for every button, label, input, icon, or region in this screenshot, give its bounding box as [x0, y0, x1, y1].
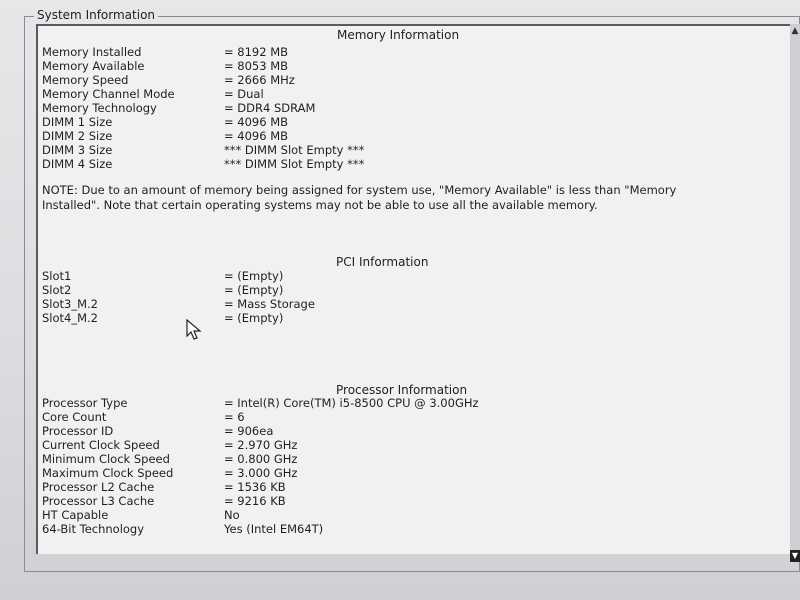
row-label: Processor L3 Cache	[42, 494, 155, 508]
row-value: = Mass Storage	[224, 297, 315, 311]
row-label: Slot2	[42, 283, 72, 297]
row-label: Memory Technology	[42, 101, 157, 115]
mouse-pointer-icon	[186, 319, 204, 341]
row-value: = 1536 KB	[224, 480, 286, 494]
row-label: Maximum Clock Speed	[42, 466, 174, 480]
row-value: = 4096 MB	[224, 129, 289, 143]
scroll-up-arrow-icon[interactable]: ▲	[791, 26, 799, 36]
row-label: 64-Bit Technology	[42, 522, 145, 536]
row-label: Memory Speed	[42, 73, 129, 87]
row-value: = Intel(R) Core(TM) i5-8500 CPU @ 3.00GHz	[224, 396, 479, 410]
row-value: = 8192 MB	[224, 45, 289, 59]
memory-note: NOTE: Due to an amount of memory being assigned for system use, "Memory Available" is less than "Memory Installed". Note that certain operating systems may not be able to use all the available memory.	[42, 183, 677, 212]
group-title: System Information	[34, 8, 158, 22]
row-value: = 2666 MHz	[224, 73, 295, 87]
row-value: Yes (Intel EM64T)	[224, 522, 324, 536]
row-value: = 3.000 GHz	[224, 466, 298, 480]
row-label: Memory Available	[42, 59, 145, 73]
row-label: Memory Channel Mode	[42, 87, 175, 101]
processor-section-title: Processor Information	[336, 383, 468, 397]
row-label: DIMM 3 Size	[42, 143, 113, 157]
row-value: = DDR4 SDRAM	[224, 101, 316, 115]
row-value: = (Empty)	[224, 311, 284, 325]
row-label: Slot4_M.2	[42, 311, 99, 325]
row-value: *** DIMM Slot Empty ***	[224, 157, 365, 171]
row-value: = 906ea	[224, 424, 274, 438]
row-label: Current Clock Speed	[42, 438, 160, 452]
row-label: Processor ID	[42, 424, 114, 438]
row-value: = 8053 MB	[224, 59, 289, 73]
vertical-scrollbar[interactable]	[790, 24, 800, 554]
row-value: = 6	[224, 410, 245, 424]
row-label: Minimum Clock Speed	[42, 452, 170, 466]
row-value: = (Empty)	[224, 283, 284, 297]
scroll-down-arrow-icon[interactable]: ▼	[791, 551, 799, 560]
memory-section-title: Memory Information	[337, 28, 460, 42]
row-label: DIMM 1 Size	[42, 115, 113, 129]
row-label: HT Capable	[42, 508, 109, 522]
row-label: Processor L2 Cache	[42, 480, 155, 494]
row-label: DIMM 2 Size	[42, 129, 113, 143]
row-value: = Dual	[224, 87, 264, 101]
row-label: Core Count	[42, 410, 107, 424]
row-value: = 0.800 GHz	[224, 452, 298, 466]
row-label: Slot1	[42, 269, 72, 283]
row-label: Slot3_M.2	[42, 297, 99, 311]
pci-section-title: PCI Information	[336, 255, 429, 269]
row-value: = 4096 MB	[224, 115, 289, 129]
row-value: = 2.970 GHz	[224, 438, 298, 452]
row-label: DIMM 4 Size	[42, 157, 113, 171]
row-value: No	[224, 508, 240, 522]
row-value: *** DIMM Slot Empty ***	[224, 143, 365, 157]
row-label: Processor Type	[42, 396, 128, 410]
row-value: = 9216 KB	[224, 494, 286, 508]
row-label: Memory Installed	[42, 45, 142, 59]
row-value: = (Empty)	[224, 269, 284, 283]
